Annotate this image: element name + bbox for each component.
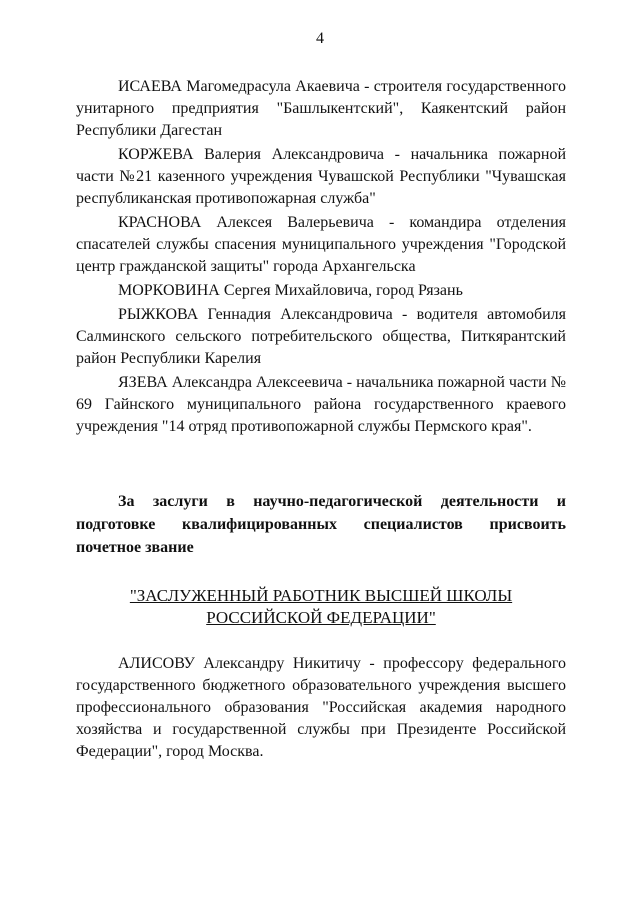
recipient-entry: МОРКОВИНА Сергея Михайловича, город Рязань	[118, 282, 463, 299]
award-title-line: "ЗАСЛУЖЕННЫЙ РАБОТНИК ВЫСШЕЙ ШКОЛЫ	[129, 586, 513, 605]
document-body	[76, 76, 566, 765]
award-recipient-list	[76, 653, 566, 763]
award-title-line: РОССИЙСКОЙ ФЕДЕРАЦИИ"	[206, 608, 436, 627]
recipient-entry: РЫЖКОВА Геннадия Александровича - водителя автомобиля Салминского сельского потребительского общества, Питкярантский район Республики Карелия	[76, 306, 566, 367]
recipient-entry: КОРЖЕВА Валерия Александровича - начальника пожарной части №21 казенного учреждения Чувашской Республики "Чувашская республиканская противопожарная служба"	[76, 146, 566, 207]
recipient-entry: ИСАЕВА Магомедрасула Акаевича - строителя государственного унитарного предприятия "Башлыкентский", Каякентский район Республики Дагестан	[76, 78, 566, 139]
recipient-entry: КРАСНОВА Алексея Валерьевича - командира отделения спасателей службы спасения муниципального учреждения "Городской центр гражданской защиты" города Архангельска	[76, 214, 566, 275]
section-heading: За заслуги в научно-педагогической деятельности и подготовке квалифицированных специалистов присвоить почетное звание	[76, 493, 566, 556]
award-title	[76, 585, 566, 629]
recipient-entry: ЯЗЕВА Александра Алексеевича - начальника пожарной части № 69 Гайнского муниципального района государственного краевого учреждения "14 отряд противопожарной службы Пермского края".	[76, 374, 566, 435]
page-number: 4	[316, 30, 324, 47]
award-recipient-entry: АЛИСОВУ Александру Никитичу - профессору федерального государственного бюджетного образовательного учреждения высшего профессионального образования "Российская академия народного хозяйства и государственной службы при Президенте Российской Федерации", город Москва.	[76, 655, 566, 760]
